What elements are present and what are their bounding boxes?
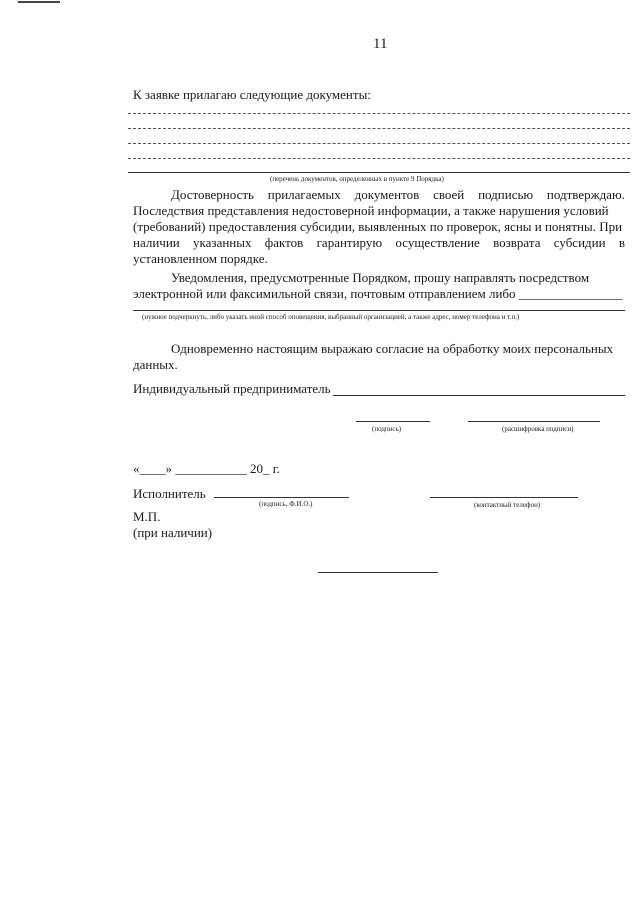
notify-line-2: электронной или факсимильной связи, почтовым отправлением либо ________________ <box>133 286 623 301</box>
executor-label: Исполнитель <box>133 486 206 501</box>
date-line: «____» ___________ 20_ г. <box>133 461 280 476</box>
attach-heading: К заявке прилагаю следующие документы: <box>133 87 371 102</box>
phone-line <box>430 497 578 498</box>
doc-list-line-2 <box>128 128 630 129</box>
signature-caption: (подпись) <box>372 425 402 433</box>
stamp-note: (при наличии) <box>133 525 213 540</box>
notify-caption: (нужное подчеркнуть, либо указать иной способ оповещения, выбранный организацией, а также адрес, номер телефона и т.п.) <box>142 313 520 321</box>
reliability-line-2: Последствия представления недостоверной информации, а также нарушения условий <box>133 203 609 218</box>
word: подтверждаю. <box>546 187 625 202</box>
word: Достоверность <box>171 187 254 202</box>
word: субсидии <box>553 235 606 250</box>
word: гарантирую <box>316 235 383 250</box>
decoding-caption: (расшифровка подписи) <box>502 425 574 433</box>
reliability-line-1 <box>133 187 625 203</box>
reliability-line-4 <box>133 235 625 251</box>
executor-line <box>214 497 349 498</box>
doc-list-line-4 <box>128 158 630 159</box>
word: прилагаемых <box>267 187 341 202</box>
word: своей <box>433 187 465 202</box>
consent-line-2: данных. <box>133 357 178 372</box>
word: наличии <box>133 235 180 250</box>
phone-caption: (контактный телефон) <box>474 501 541 509</box>
stamp-label: М.П. <box>133 509 161 524</box>
entrepreneur-line <box>333 395 625 396</box>
word: фактов <box>264 235 304 250</box>
reliability-paragraph <box>133 187 625 267</box>
notify-underline <box>133 310 625 311</box>
reliability-line-5: установленном порядке. <box>133 251 268 266</box>
reliability-line-3: (требований) предоставления субсидии, выявленных по проверок, ясны и понятны. При <box>133 219 623 234</box>
word: в <box>618 235 625 250</box>
top-left-mark <box>18 1 60 3</box>
entrepreneur-label: Индивидуальный предприниматель <box>133 381 331 396</box>
executor-caption: (подпись, Ф.И.О.) <box>259 500 313 508</box>
signature-line <box>356 421 430 422</box>
doc-list-line-3 <box>128 143 630 144</box>
page-number: 11 <box>373 36 388 52</box>
word: указанных <box>193 235 252 250</box>
doc-list-line-1 <box>128 113 630 114</box>
consent-line-1: Одновременно настоящим выражаю согласие на обработку моих персональных <box>171 341 614 356</box>
end-separator <box>318 572 438 573</box>
word: возврата <box>493 235 541 250</box>
word: подписью <box>478 187 534 202</box>
doc-list-line-5 <box>128 172 630 173</box>
notify-line-1: Уведомления, предусмотренные Порядком, прошу направлять посредством <box>171 270 590 285</box>
attach-caption: (перечень документов, определенных в пункте 9 Порядка) <box>270 175 444 183</box>
decoding-line <box>468 421 600 422</box>
word: документов <box>354 187 420 202</box>
word: осуществление <box>395 235 480 250</box>
